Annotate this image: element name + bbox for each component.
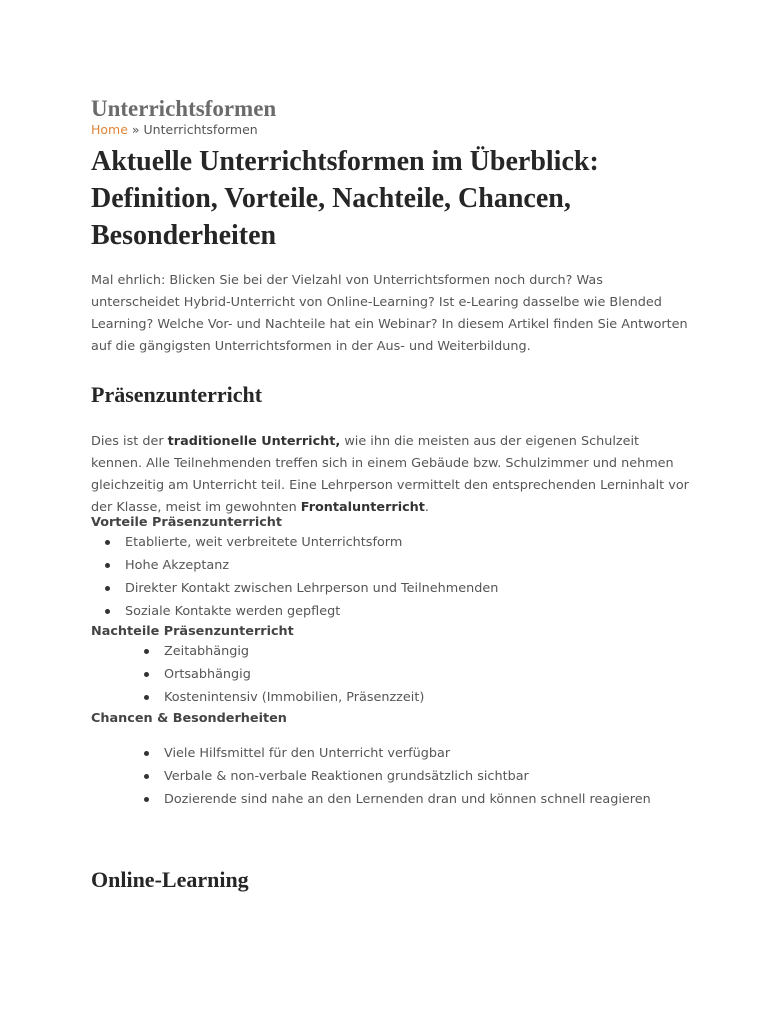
breadcrumb-current: Unterrichtsformen: [143, 122, 258, 137]
list-item: [125, 577, 498, 600]
section-heading-online-learning: Online-Learning: [91, 867, 249, 892]
breadcrumb-home-link[interactable]: Home: [91, 122, 128, 137]
site-title: Unterrichtsformen: [91, 96, 277, 121]
list-item-text: Hohe Akzeptanz: [125, 558, 230, 573]
bullet-icon: [105, 563, 110, 568]
chances-heading: Chancen & Besonderheiten: [91, 711, 287, 726]
bullet-icon: [105, 609, 110, 614]
list-item: [164, 742, 651, 765]
disadvantages-heading: Nachteile Präsenzunterricht: [91, 624, 294, 639]
chances-list: [164, 742, 651, 811]
bullet-icon: [144, 797, 149, 802]
list-item: [164, 765, 651, 788]
list-item: [125, 554, 498, 577]
list-item: [164, 788, 651, 811]
list-item: [164, 640, 424, 663]
list-item: [125, 600, 498, 623]
list-item-text: Viele Hilfsmittel für den Unterricht verfügbar: [164, 746, 451, 761]
list-item-text: Ortsabhängig: [164, 667, 251, 682]
breadcrumb: [91, 122, 258, 137]
list-item-text: Kostenintensiv (Immobilien, Präsenzzeit): [164, 690, 425, 705]
bullet-icon: [105, 540, 110, 545]
paragraph-text: Dies ist der: [91, 434, 168, 449]
bullet-icon: [144, 649, 149, 654]
article-title: Aktuelle Unterrichtsformen im Überblick: Definition, Vorteile, Nachteile, Chancen, Besonderheiten: [91, 146, 599, 251]
list-item-text: Etablierte, weit verbreitete Unterrichtsform: [125, 535, 403, 550]
bullet-icon: [144, 774, 149, 779]
bullet-icon: [144, 672, 149, 677]
list-item-text: Verbale & non-verbale Reaktionen grundsätzlich sichtbar: [164, 769, 529, 784]
article-intro: Mal ehrlich: Blicken Sie bei der Vielzahl von Unterrichtsformen noch durch? Was unterscheidet Hybrid-Unterricht von Online-Learning? Ist e-Learing dasselbe wie Blended Learning? Welche Vor- und Nachteile hat ein Webinar? In diesem Artikel finden Sie Antworten auf die gängigsten Unterrichtsformen in der Aus- und Weiterbildung.: [91, 273, 688, 354]
section-paragraph-praesenzunterricht: [91, 431, 691, 519]
section-heading-praesenzunterricht: Präsenzunterricht: [91, 382, 263, 407]
bullet-icon: [144, 751, 149, 756]
bullet-icon: [144, 695, 149, 700]
list-item-text: Direkter Kontakt zwischen Lehrperson und Teilnehmenden: [125, 581, 499, 596]
list-item: [125, 531, 498, 554]
list-item-text: Soziale Kontakte werden gepflegt: [125, 604, 341, 619]
list-item-text: Zeitabhängig: [164, 644, 250, 659]
disadvantages-list: [164, 640, 424, 709]
list-item: [164, 686, 424, 709]
advantages-heading: Vorteile Präsenzunterricht: [91, 515, 283, 530]
paragraph-bold-text: Frontalunterricht: [300, 500, 425, 515]
paragraph-text: .: [424, 500, 429, 515]
bullet-icon: [105, 586, 110, 591]
list-item: [164, 663, 424, 686]
advantages-list: [125, 531, 498, 623]
list-item-text: Dozierende sind nahe an den Lernenden dran und können schnell reagieren: [164, 792, 651, 807]
paragraph-bold-text: traditionelle Unterricht,: [167, 434, 341, 449]
breadcrumb-separator: »: [127, 122, 144, 137]
paragraph-text: wie ihn die meisten aus der eigenen Schulzeit kennen. Alle Teilnehmenden treffen sich in einem Gebäude bzw. Schulzimmer und nehmen gleichzeitig am Unterricht teil. Eine Lehrperson vermittelt den entsprechenden Lerninhalt vor der Klasse, meist im gewohnten: [91, 434, 689, 515]
